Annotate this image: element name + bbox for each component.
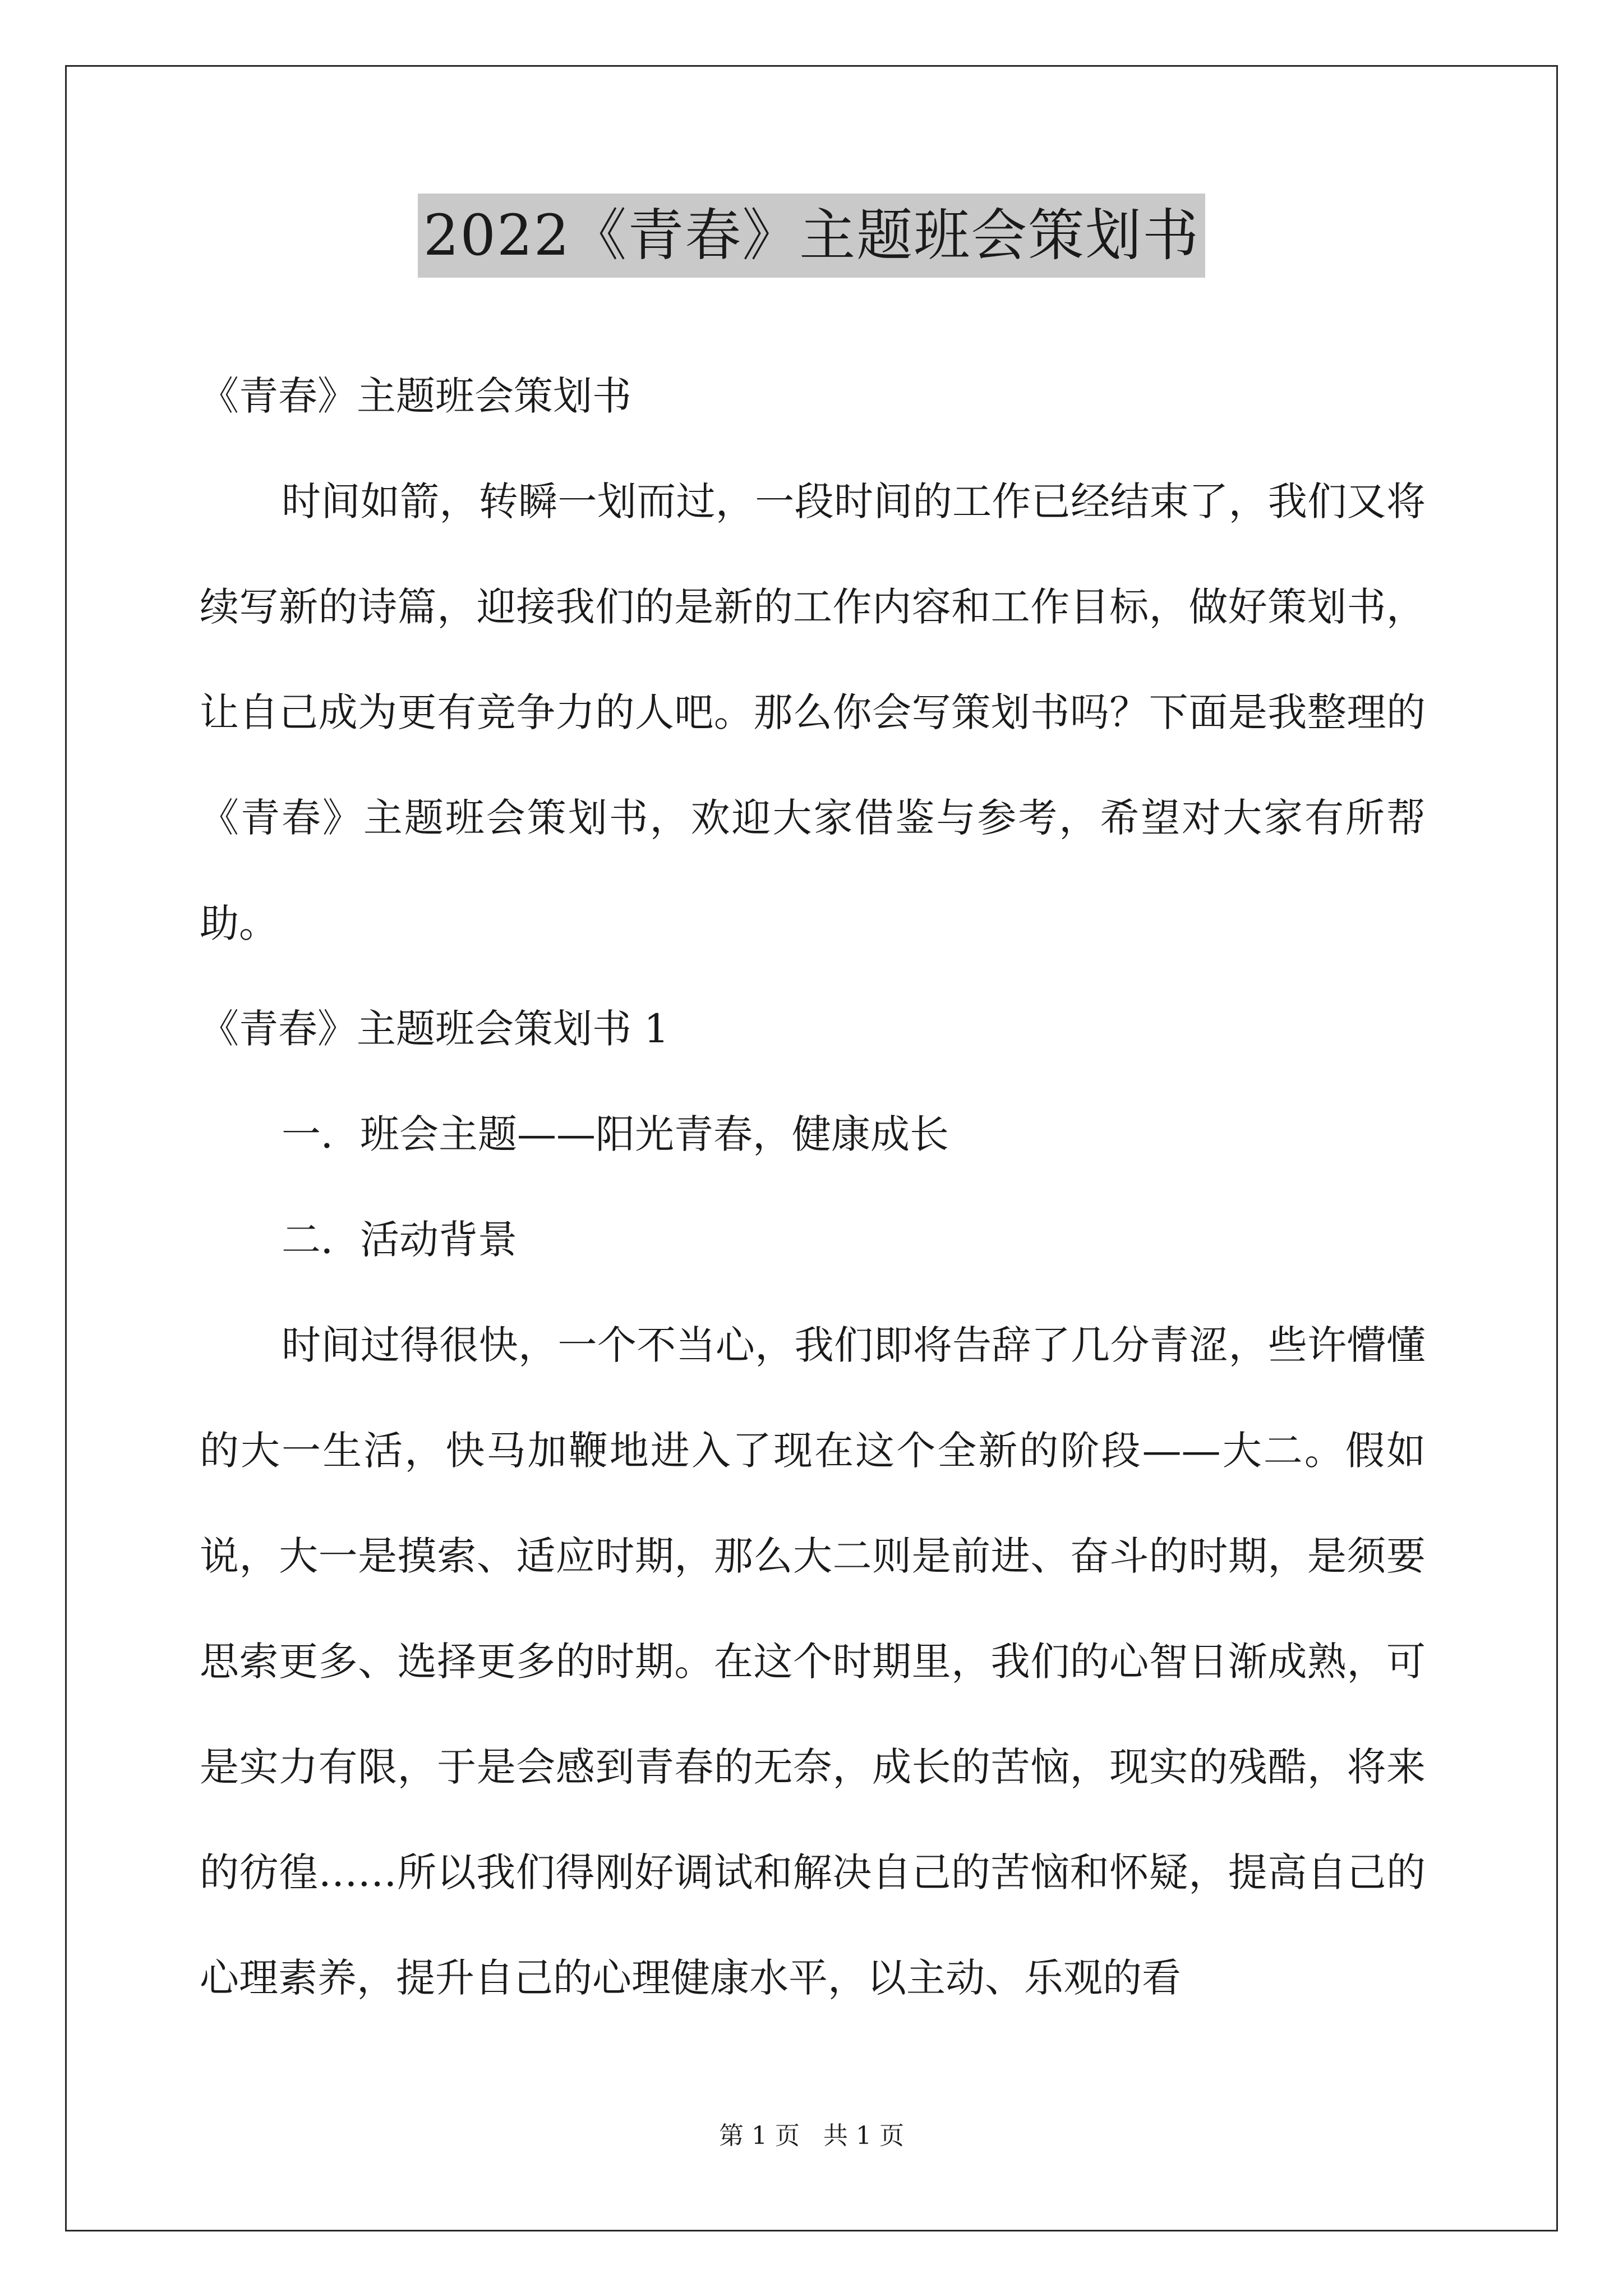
document-subtitle: 《青春》主题班会策划书 [200,373,631,419]
intro-paragraph: 时间如箭，转瞬一划而过，一段时间的工作已经结束了，我们又将续写新的诗篇，迎接我们的是新的工作内容和工作目标，做好策划书，让自己成为更有竞争力的人吧。那么你会写策划书吗？下面是我整理的《青春》主题班会策划书，欢迎大家借鉴与参考，希望对大家有所帮助。 [200,478,1426,946]
background-paragraph: 时间过得很快，一个不当心，我们即将告辞了几分青涩，些许懵懂的大一生活，快马加鞭地进入了现在这个全新的阶段——大二。假如说，大一是摸索、适应时期，那么大二则是前进、奋斗的时期，是须要思索更多、选择更多的时期。在这个时期里，我们的心智日渐成熟，可是实力有限，于是会感到青春的无奈，成长的苦恼，现实的残酷，将来的彷徨……所以我们得刚好调试和解决自己的苦恼和怀疑，提高自己的心理素养，提升自己的心理健康水平，以主动、乐观的看 [200,1322,1426,2001]
document-title: 2022《青春》主题班会策划书 [418,194,1206,278]
document-body [200,343,1426,2031]
title-container [0,194,1623,278]
theme-item: 一．班会主题——阳光青春，健康成长 [282,1111,949,1157]
page-footer: 第 1 页 共 1 页 [719,2122,904,2150]
section-heading: 《青春》主题班会策划书 1 [200,1006,669,1052]
background-heading: 二．活动背景 [282,1217,517,1263]
